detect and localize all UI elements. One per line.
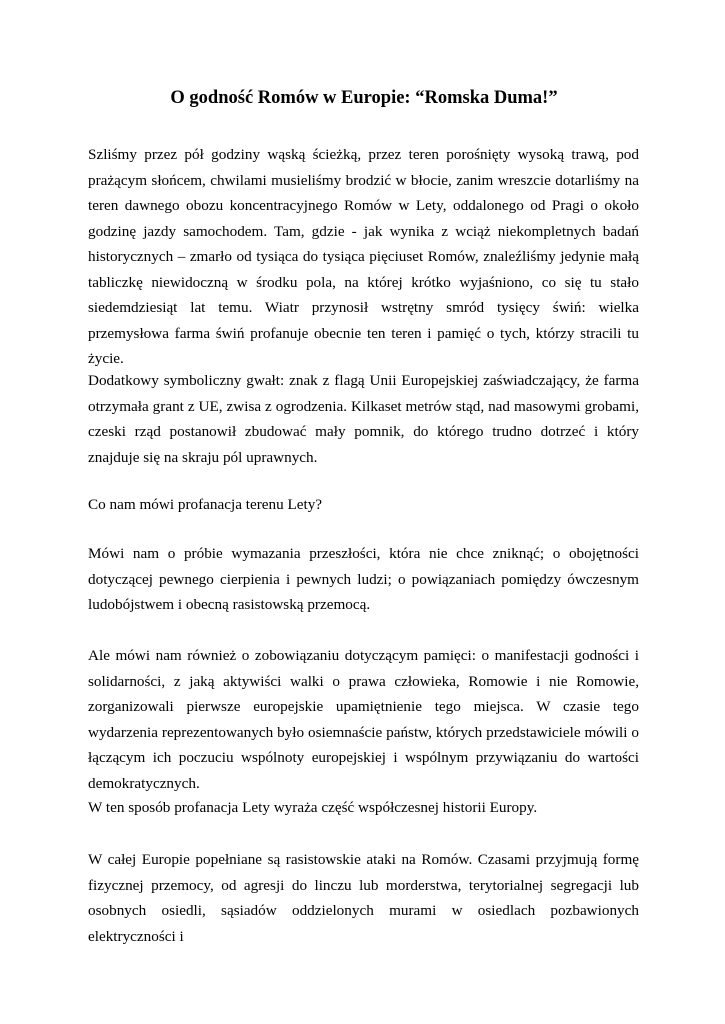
paragraph-2: Dodatkowy symboliczny gwałt: znak z flagą Unii Europejskiej zaświadczający, że farma otrzymała grant z UE, zwisa z ogrodzenia. Kilkaset metrów stąd, nad masowymi grobami, czeski rząd postanowił zbudować mały pomnik, do którego trudno dotrzeć i który znajduje się na skraju pól uprawnych. <box>88 372 639 466</box>
paragraph-6: W ten sposób profanacja Lety wyraża część współczesnej historii Europy. <box>88 799 538 816</box>
paragraph-1: Szliśmy przez pół godziny wąską ścieżką, przez teren porośnięty wysoką trawą, pod prażącym słońcem, chwilami musieliśmy brodzić w błocie, zanim wreszcie dotarliśmy na teren dawnego obozu koncentracyjnego Romów w Lety, oddalonego od Pragi o około godzinę jazdy samochodem. Tam, gdzie - jak wynika z wciąż niekompletnych badań historycznych – zmarło od tysiąca do tysiąca pięciuset Romów, znaleźliśmy jedynie małą tabliczkę niewidoczną w środku pola, na której krótko wyjaśniono, co się tu stało siedemdziesiąt lat temu. Wiatr przynosił wstrętny smród tysięcy świń: wielka przemysłowa farma świń profanuje obecnie ten teren i pamięć o tych, którzy stracili tu życie. <box>88 146 639 367</box>
paragraph-3: Co nam mówi profanacja terenu Lety? <box>88 496 323 513</box>
page-title: O godność Romów w Europie: “Romska Duma!” <box>170 88 558 108</box>
paragraph-4: Mówi nam o próbie wymazania przeszłości, która nie chce zniknąć; o obojętności dotyczącej pewnego cierpienia i pewnych ludzi; o powiązaniach pomiędzy ówczesnym ludobójstwem i obecną rasistowską przemocą. <box>88 545 639 613</box>
paragraph-5: Ale mówi nam również o zobowiązaniu dotyczącym pamięci: o manifestacji godności i solidarności, z jaką aktywiści walki o prawa człowieka, Romowie i nie Romowie, zorganizowali pierwsze europejskie upamiętnienie tego miejsca. W czasie tego wydarzenia reprezentowanych było osiemnaście państw, których przedstawiciele mówili o łączącym ich poczuciu wspólnoty europejskiej i wspólnym przywiązaniu do wartości demokratycznych. <box>88 647 639 792</box>
paragraph-7: W całej Europie popełniane są rasistowskie ataki na Romów. Czasami przyjmują formę fizycznej przemocy, od agresji do linczu lub morderstwa, terytorialnej segregacji lub osobnych osiedli, sąsiadów oddzielonych murami w osiedlach pozbawionych elektryczności i <box>88 851 639 945</box>
